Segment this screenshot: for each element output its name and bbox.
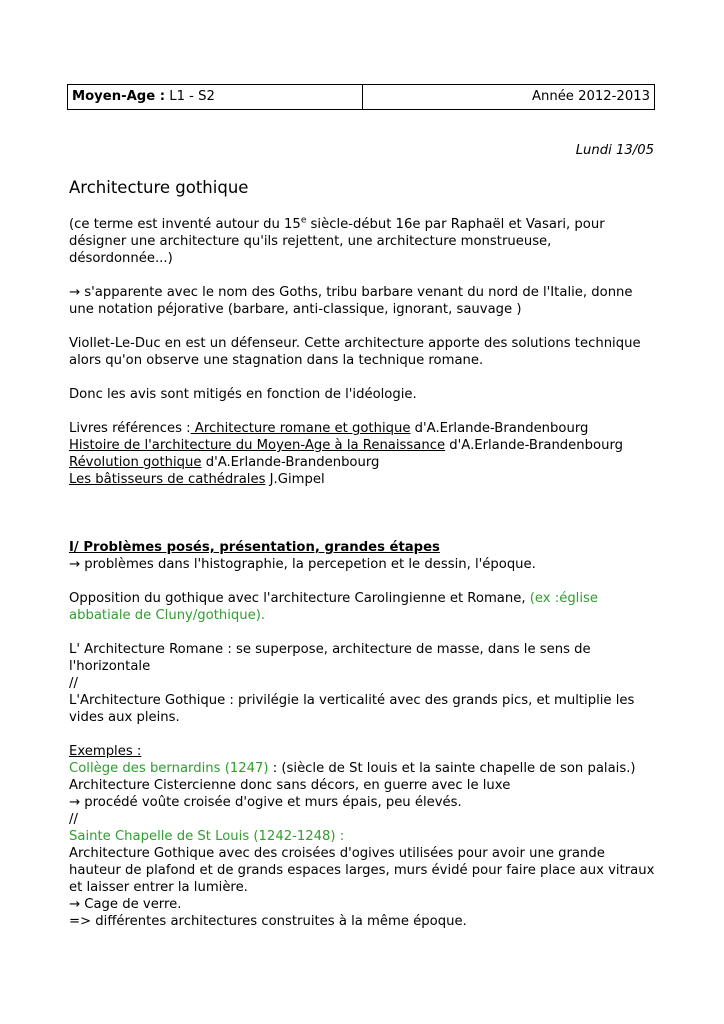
book-title-2: Histoire de l'architecture du Moyen-Age à la Renaissance [69,438,446,453]
cage-line: → Cage de verre. [69,897,182,912]
opposition-text: Opposition du gothique avec l'architecture Carolingienne et Romane, [69,591,530,606]
intro-text-a: (ce terme est inventé autour du 15 [69,217,301,232]
voute-line: → procédé voûte croisée d'ogive et murs épais, peu élevés. [69,795,462,810]
books-intro: Livres références : [69,421,191,436]
exemples-heading: Exemples : [69,744,142,759]
chapelle-title: Sainte Chapelle de St Louis (1242-1248) : [69,829,345,844]
book-author-4: J.Gimpel [265,472,325,487]
header-table [67,84,655,110]
book-title-1: Architecture romane et gothique [190,421,411,436]
document-title: Architecture gothique [69,178,249,197]
lecture-date: Lundi 13/05 [575,143,654,158]
document-body [69,216,659,930]
college-name: Collège des bernardins (1247) [69,761,269,776]
book-author-2: d'A.Erlande-Brandenbourg [445,438,624,453]
academic-year: Année 2012-2013 [531,89,650,104]
chapelle-description: Architecture Gothique avec des croisées d'ogives utilisées pour avoir une grande hauteur de plafond et de grands espaces larges, murs évidé pour faire place aux vitraux et laisser entrer la lumière. [69,846,655,895]
cistercienne-line: Architecture Cistercienne donc sans décors, en guerre avec le luxe [69,778,511,793]
viollet-paragraph: Viollet-Le-Duc en est un défenseur. Cette architecture apporte des solutions technique alors qu'on observe une stagnation dans la technique romane. [69,336,641,368]
book-title-3: Révolution gothique [69,455,202,470]
college-rest: : (siècle de St louis et la sainte chapelle de son palais.) [268,761,636,776]
separator-2: // [69,812,78,827]
avis-paragraph: Donc les avis sont mitigés en fonction de l'idéologie. [69,387,417,402]
course-level: L1 - S2 [165,89,215,104]
header-year-cell [363,85,654,109]
opposition-example: (ex :église abbatiale de Cluny/gothique). [69,591,598,623]
book-line-4 [69,471,659,488]
goths-paragraph: → s'apparente avec le nom des Goths, tribu barbare venant du nord de l'Italie, donne une notation péjorative (barbare, anti-classique, ignorant, sauvage ) [69,285,633,317]
header-course-cell [68,85,363,109]
romane-paragraph: L' Architecture Romane : se superpose, architecture de masse, dans le sens de l'horizontale [69,642,591,674]
college-line [69,760,659,777]
separator-1: // [69,676,78,691]
book-author-3: d'A.Erlande-Brandenbourg [201,455,380,470]
intro-text-b: siècle-début 16e par Raphaël et Vasari, pour désigner une architecture qu'ils rejettent, une architecture monstrueuse, désordonnée...) [69,217,605,266]
conclusion-line: => différentes architectures construites à la même époque. [69,914,467,929]
intro-superscript: e [300,215,307,226]
section-line-1: → problèmes dans l'histographie, la percepetion et le dessin, l'époque. [69,557,536,572]
section-heading: I/ Problèmes posés, présentation, grandes étapes [69,540,440,555]
book-line-1 [69,420,659,437]
opposition-paragraph [69,590,659,624]
book-title-4: Les bâtisseurs de cathédrales [69,472,266,487]
book-author-1: d'A.Erlande-Brandenbourg [410,421,589,436]
gothique-paragraph: L'Architecture Gothique : privilégie la verticalité avec des grands pics, et multiplie les vides aux pleins. [69,693,635,725]
intro-paragraph [69,216,659,267]
book-line-2 [69,437,659,454]
book-line-3 [69,454,659,471]
course-name: Moyen-Age : [72,89,166,104]
